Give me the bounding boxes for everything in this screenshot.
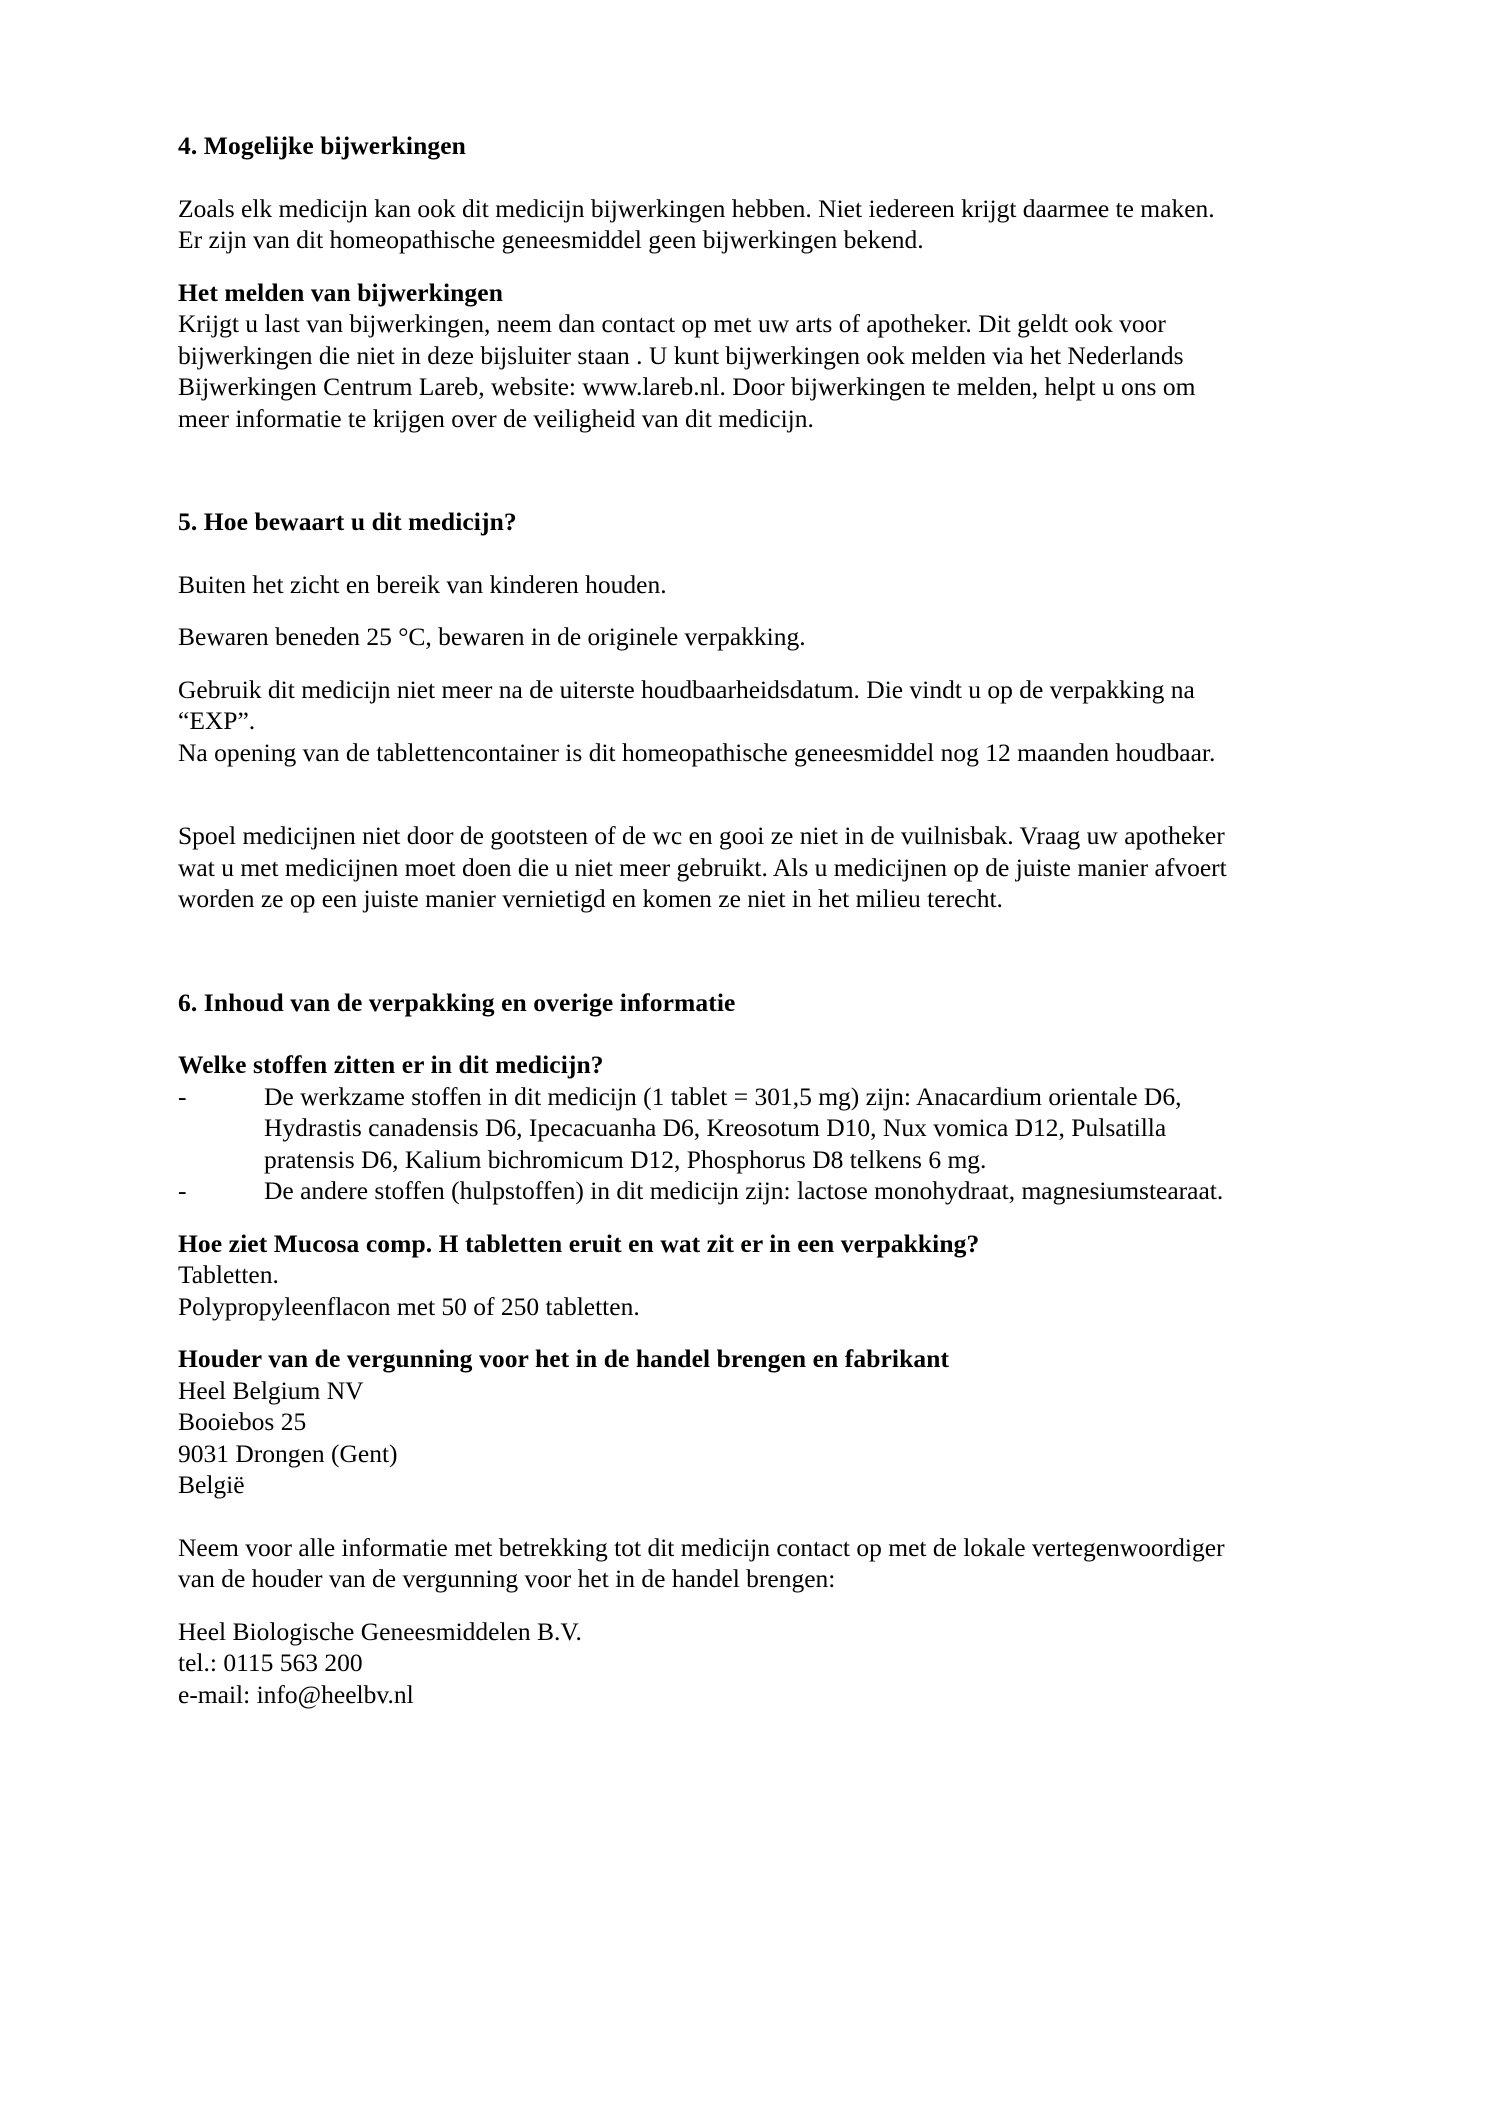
local-rep-phone: tel.: 0115 563 200	[178, 1648, 363, 1677]
ingredients-list	[178, 1081, 1334, 1207]
appearance-heading: Hoe ziet Mucosa comp. H tabletten eruit en wat zit er in een verpakking?	[178, 1228, 980, 1258]
list-item	[178, 1175, 1334, 1207]
spacer	[178, 768, 1334, 820]
marketing-authorisation-heading: Houder van de vergunning voor het in de handel brengen en fabrikant	[178, 1344, 950, 1373]
spacer	[178, 256, 1334, 277]
reporting-side-effects-heading: Het melden van bijwerkingen	[178, 277, 503, 307]
spacer	[178, 1322, 1334, 1343]
local-rep-intro-line-1: Neem voor alle informatie met betrekking tot dit medicijn contact op met de lokale vertegenwoordiger	[178, 1532, 1225, 1562]
section-6-heading: 6. Inhoud van de verpakking en overige informatie	[178, 987, 736, 1017]
mah-address-line: Booiebos 25	[178, 1407, 307, 1436]
mah-address-line: 9031 Drongen (Gent)	[178, 1438, 398, 1468]
reporting-line-4: meer informatie te krijgen over de veiligheid van dit medicijn.	[178, 403, 814, 433]
storage-para-2: Bewaren beneden 25 °C, bewaren in de originele verpakking.	[178, 622, 806, 651]
storage-after-opening: Na opening van de tablettencontainer is dit homeopathische geneesmiddel nog 12 maanden houdbaar.	[178, 737, 1216, 767]
ingredients-heading: Welke stoffen zitten er in dit medicijn?	[178, 1050, 604, 1079]
section-4-intro-line-2: Er zijn van dit homeopathische geneesmiddel geen bijwerkingen bekend.	[178, 225, 924, 254]
local-rep-intro-line-2: van de houder van de vergunning voor het in de handel brengen:	[178, 1564, 836, 1593]
reporting-line-1: Krijgt u last van bijwerkingen, neem dan contact op met uw arts of apotheker. Dit geldt ook voor	[178, 309, 1166, 338]
spacer	[178, 915, 1334, 987]
mah-address-line: België	[178, 1470, 245, 1499]
local-rep-name: Heel Biologische Geneesmiddelen B.V.	[178, 1616, 582, 1646]
disposal-line-3: worden ze op een juiste manier vernietigd en komen ze niet in het milieu terecht.	[178, 884, 1003, 913]
dash-marker-icon: -	[178, 1081, 187, 1111]
document-body	[178, 130, 1334, 1710]
appearance-line-2: Polypropyleenflacon met 50 of 250 tabletten.	[178, 1291, 640, 1321]
spacer	[178, 1595, 1334, 1616]
section-4-intro-line-1: Zoals elk medicijn kan ook dit medicijn bijwerkingen hebben. Niet iedereen krijgt daarmee te maken.	[178, 193, 1215, 223]
section-4-heading: 4. Mogelijke bijwerkingen	[178, 131, 466, 160]
active-ingredients-line-1: De werkzame stoffen in dit medicijn (1 tablet = 301,5 mg) zijn: Anacardium orientale D6,	[264, 1081, 1182, 1111]
spacer	[178, 600, 1334, 621]
list-item	[178, 1081, 1334, 1176]
storage-para-1: Buiten het zicht en bereik van kinderen houden.	[178, 569, 667, 599]
disposal-line-1: Spoel medicijnen niet door de gootsteen of de wc en gooi ze niet in de vuilnisbak. Vraag uw apotheker	[178, 821, 1225, 850]
section-5-heading: 5. Hoe bewaart u dit medicijn?	[178, 507, 517, 536]
mah-address-line: Heel Belgium NV	[178, 1375, 364, 1405]
spacer	[178, 1018, 1334, 1049]
storage-expiry-line-2: “EXP”.	[178, 706, 256, 735]
reporting-line-3: Bijwerkingen Centrum Lareb, website: www.lareb.nl. Door bijwerkingen te melden, helpt u ons om	[178, 372, 1196, 401]
spacer	[178, 538, 1334, 569]
local-rep-email: e-mail: info@heelbv.nl	[178, 1679, 414, 1709]
active-ingredients-line-2: Hydrastis canadensis D6, Ipecacuanha D6, Kreosotum D10, Nux vomica D12, Pulsatilla	[264, 1113, 1167, 1142]
spacer	[178, 653, 1334, 674]
spacer	[178, 1207, 1334, 1228]
appearance-line-1: Tabletten.	[178, 1260, 279, 1289]
spacer	[178, 162, 1334, 193]
dash-marker-icon: -	[178, 1176, 187, 1205]
excipients-line-1: De andere stoffen (hulpstoffen) in dit medicijn zijn: lactose monohydraat, magnesiumstearaat.	[264, 1176, 1224, 1205]
storage-expiry-line-1: Gebruik dit medicijn niet meer na de uiterste houdbaarheidsdatum. Die vindt u op de verpakking na	[178, 674, 1195, 704]
disposal-line-2: wat u met medicijnen moet doen die u niet meer gebruikt. Als u medicijnen op de juiste manier afvoert	[178, 852, 1227, 882]
reporting-line-2: bijwerkingen die niet in deze bijsluiter staan . U kunt bijwerkingen ook melden via het Nederlands	[178, 340, 1184, 370]
active-ingredients-line-3: pratensis D6, Kalium bichromicum D12, Phosphorus D8 telkens 6 mg.	[264, 1144, 987, 1174]
spacer	[178, 434, 1334, 506]
spacer	[178, 1501, 1334, 1532]
